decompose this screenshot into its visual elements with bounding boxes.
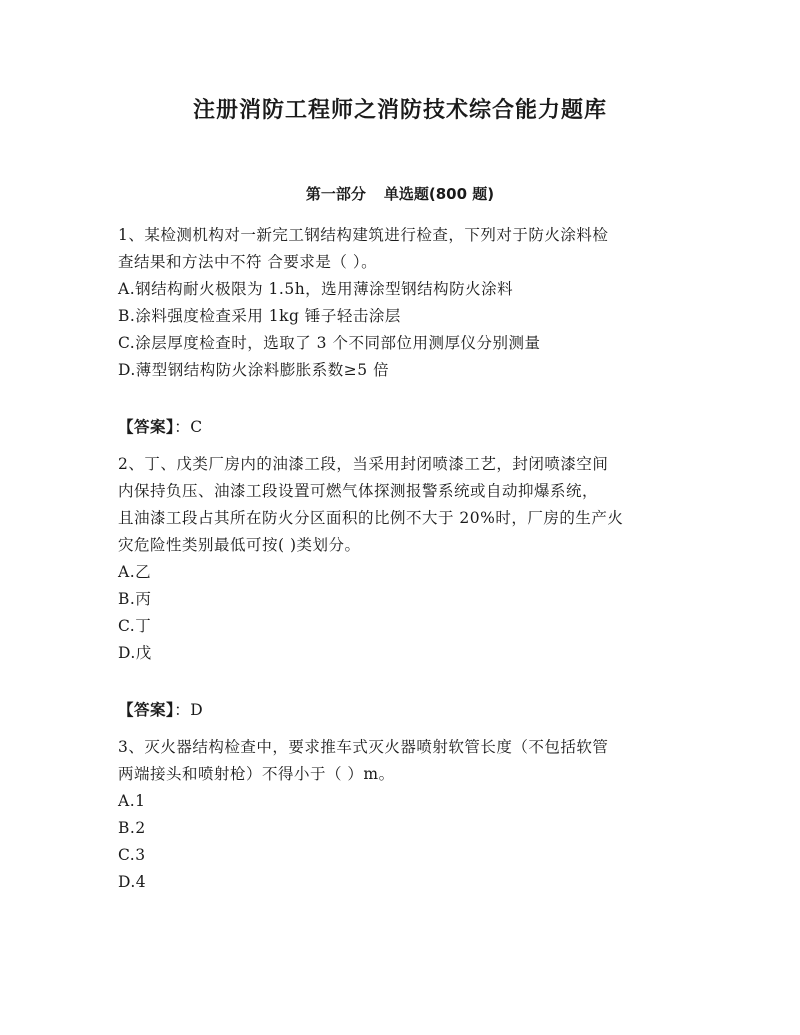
question-2-stem-line-3: 且油漆工段占其所在防火分区面积的比例不大于 20%时，厂房的生产火: [118, 509, 624, 527]
question-3-option-a: A.1: [118, 792, 146, 810]
question-1-stem-line-2: 查结果和方法中不符 合要求是（ ）。: [118, 253, 378, 271]
question-2-answer-value: D: [190, 701, 204, 719]
question-1-option-a: A.钢结构耐火极限为 1.5h，选用薄涂型钢结构防火涂料: [118, 280, 514, 298]
answer-separator: ：: [174, 418, 191, 436]
question-2-option-a: A.乙: [118, 563, 152, 581]
question-2-stem-line-1: 2、丁、戊类厂房内的油漆工段，当采用封闭喷漆工艺，封闭喷漆空间: [118, 455, 609, 473]
question-2-stem-line-2: 内保持负压、油漆工段设置可燃气体探测报警系统或自动抑爆系统，: [118, 482, 599, 500]
question-2-option-d: D.戊: [118, 644, 152, 662]
section-heading: [0, 183, 800, 204]
question-1-stem-line-1: 1、某检测机构对一新完工钢结构建筑进行检查，下列对于防火涂料检: [118, 226, 609, 244]
question-2-answer: [118, 697, 684, 724]
answer-tag: 【答案】: [118, 701, 175, 719]
question-2-option-c: C.丁: [118, 617, 152, 635]
question-3-option-b: B.2: [118, 819, 146, 837]
section-part: 第一部分: [305, 185, 366, 203]
question-1-option-d: D.薄型钢结构防火涂料膨胀系数≥5 倍: [118, 361, 390, 379]
question-3-option-c: C.3: [118, 846, 146, 864]
question-1-option-b: B.涂料强度检查采用 1kg 锤子轻击涂层: [118, 307, 401, 325]
question-3-stem-line-1: 3、灭火器结构检查中，要求推车式灭火器喷射软管长度（不包括软管: [118, 738, 609, 756]
answer-separator: ：: [174, 701, 191, 719]
question-1-answer: [118, 414, 684, 441]
question-3-stem-line-2: 两端接头和喷射枪）不得小于（ ）m。: [118, 765, 395, 783]
question-2-stem-line-4: 灾危险性类别最低可按( )类划分。: [118, 536, 361, 554]
question-1-answer-value: C: [190, 418, 203, 436]
answer-tag: 【答案】: [118, 418, 175, 436]
section-type: 单选题(800 题): [383, 185, 495, 203]
question-1: [118, 222, 684, 384]
question-1-option-c: C.涂层厚度检查时，选取了 3 个不同部位用测厚仪分别测量: [118, 334, 541, 352]
question-3: [118, 734, 684, 896]
question-2: [118, 451, 684, 667]
document-title: 注册消防工程师之消防技术综合能力题库: [192, 98, 607, 123]
question-list: [118, 222, 684, 896]
question-2-option-b: B.丙: [118, 590, 152, 608]
question-3-option-d: D.4: [118, 873, 147, 891]
